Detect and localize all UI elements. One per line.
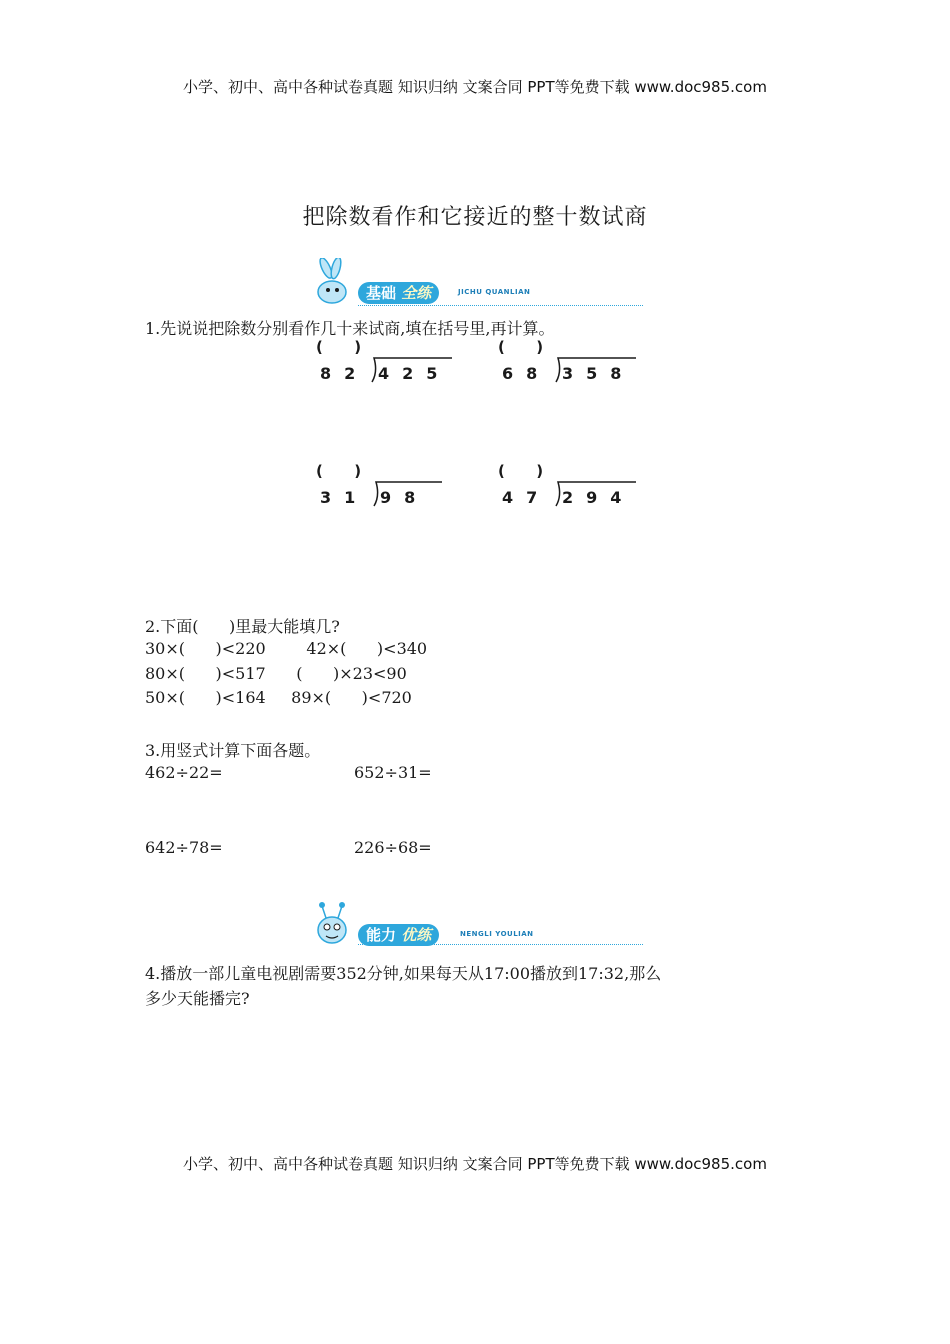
division-bracket <box>498 462 638 512</box>
question-2-text: 2.下面( )里最大能填几? <box>145 617 340 636</box>
section-label-english: JICHU QUANLIAN <box>458 288 531 296</box>
question-3-text: 3.用竖式计算下面各题。 <box>145 741 321 760</box>
division-exercise: 226÷68= <box>354 838 432 857</box>
section-label-primary: 基础 <box>366 284 397 302</box>
dividend: 98 <box>380 488 429 507</box>
inequality-row: 50×( )<164 89×( )<720 <box>145 688 412 707</box>
rabbit-mascot-icon <box>308 258 368 308</box>
quotient-blank: ( ) <box>316 338 362 356</box>
question-4-text: 4.播放一部儿童电视剧需要352分钟,如果每天从17:00播放到17:32,那么 <box>145 964 662 983</box>
long-division-problem <box>316 338 456 388</box>
section-label-secondary: 全练 <box>401 284 432 302</box>
page-footer: 小学、初中、高中各种试卷真题 知识归纳 文案合同 PPT等免费下载 www.doc985.com <box>183 1155 767 1173</box>
quotient-blank: ( ) <box>498 338 544 356</box>
divisor: 68 <box>502 364 551 383</box>
division-bracket <box>316 338 456 388</box>
division-exercise: 642÷78= <box>145 838 223 857</box>
section-divider <box>358 944 643 945</box>
alien-mascot-icon <box>308 900 368 950</box>
division-exercise: 652÷31= <box>354 763 432 782</box>
division-exercise: 462÷22= <box>145 763 223 782</box>
section-banner-basic <box>308 258 643 306</box>
dividend: 425 <box>378 364 451 383</box>
section-label <box>358 282 439 304</box>
division-bracket <box>498 338 638 388</box>
inequality-row: 80×( )<517 ( )×23<90 <box>145 664 407 683</box>
division-bracket <box>316 462 446 512</box>
dividend: 358 <box>562 364 635 383</box>
dividend: 294 <box>562 488 635 507</box>
section-label-secondary: 优练 <box>401 926 432 944</box>
long-division-problem <box>316 462 446 512</box>
divisor: 47 <box>502 488 551 507</box>
inequality-row: 30×( )<220 42×( )<340 <box>145 639 428 658</box>
section-label-english: NENGLI YOULIAN <box>460 930 534 938</box>
section-banner-ability <box>308 900 643 948</box>
question-1-text: 1.先说说把除数分别看作几十来试商,填在括号里,再计算。 <box>145 319 555 338</box>
long-division-problem <box>498 462 638 512</box>
section-label-primary: 能力 <box>366 926 397 944</box>
page-title: 把除数看作和它接近的整十数试商 <box>302 205 648 230</box>
quotient-blank: ( ) <box>316 462 362 480</box>
long-division-problem <box>498 338 638 388</box>
divisor: 82 <box>320 364 369 383</box>
section-divider <box>358 305 643 306</box>
page-header: 小学、初中、高中各种试卷真题 知识归纳 文案合同 PPT等免费下载 www.doc985.com <box>183 78 767 96</box>
quotient-blank: ( ) <box>498 462 544 480</box>
section-label <box>358 924 439 946</box>
divisor: 31 <box>320 488 369 507</box>
question-4-text-continued: 多少天能播完? <box>145 989 250 1008</box>
